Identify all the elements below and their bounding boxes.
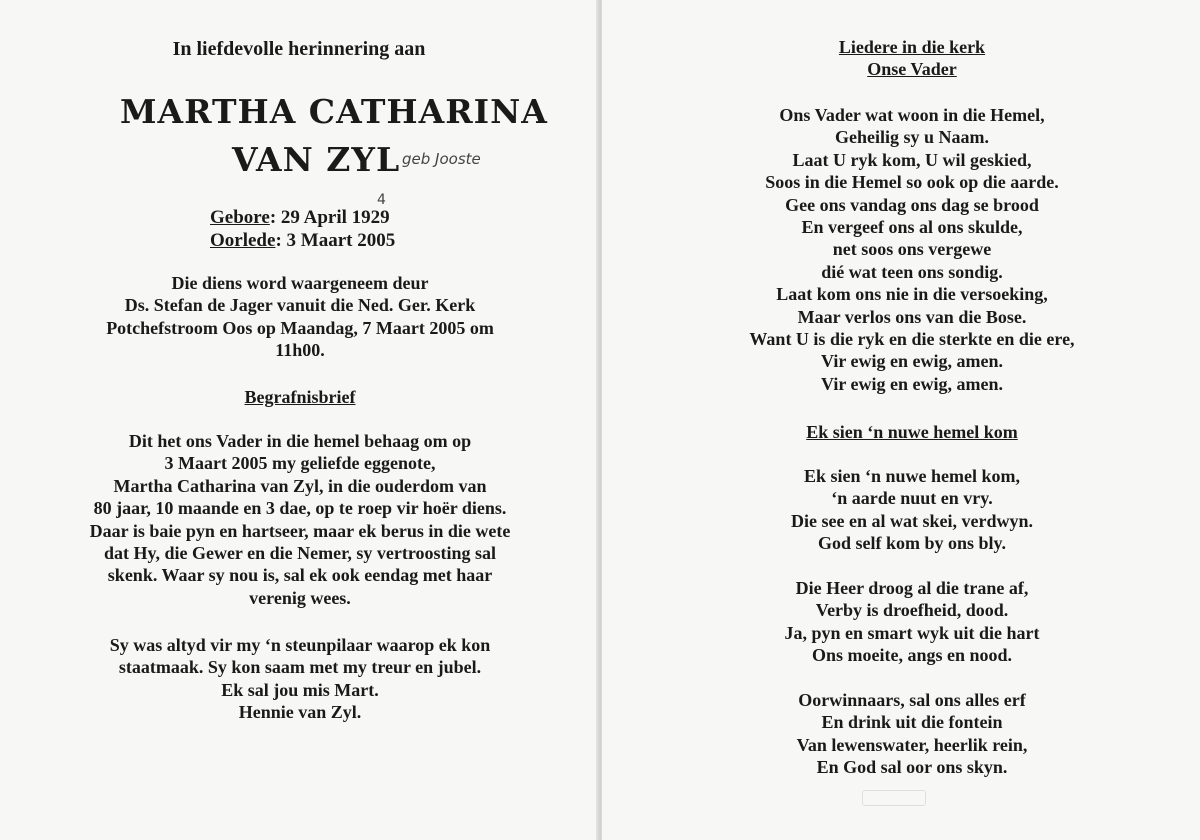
letter-line: 80 jaar, 10 maande en 3 dae, op te roep vir hoër diens. <box>93 498 507 519</box>
letter-heading: Begrafnisbrief <box>244 387 356 407</box>
lyric-line: Verby is droefheid, dood. <box>815 600 1009 621</box>
song2-heading-block <box>652 421 1172 443</box>
born-label: Gebore <box>210 207 270 228</box>
closing-line: Ek sal jou mis Mart. <box>221 679 379 700</box>
died-line <box>210 229 395 252</box>
right-page <box>602 0 1200 840</box>
lyric-line: God self kom by ons bly. <box>817 533 1007 554</box>
letter-line: dat Hy, die Gewer en die Nemer, sy vertroosting sal <box>103 543 497 564</box>
lyric-line: Maar verlos ons van die Bose. <box>797 306 1027 327</box>
lyric-line: dié wat teen ons sondig. <box>821 261 1003 282</box>
lyric-line: Gee ons vandag ons dag se brood <box>785 194 1039 215</box>
intro-line: In liefdevolle herinnering aan <box>172 38 426 60</box>
closing-line: Hennie van Zyl. <box>238 702 362 723</box>
lyric-line: Laat kom ons nie in die versoeking, <box>776 284 1048 305</box>
song1-lyrics <box>652 104 1172 395</box>
letter-line: Martha Catharina van Zyl, in die ouderdom van <box>113 475 487 496</box>
songs-heading-block <box>652 36 1172 81</box>
service-line: Die diens word waargeneem deur <box>171 273 429 293</box>
dates-block <box>210 206 395 252</box>
closing-line: staatmaak. Sy kon saam met my treur en jubel. <box>118 657 482 678</box>
died-label: Oorlede <box>210 230 276 251</box>
lyric-line: ‘n aarde nuut en vry. <box>831 488 993 509</box>
lyric-line: net soos ons vergewe <box>832 239 992 260</box>
service-line: Ds. Stefan de Jager vanuit die Ned. Ger. Kerk <box>124 295 476 316</box>
service-details <box>40 272 560 362</box>
lyric-line: Vir ewig en ewig, amen. <box>821 373 1003 394</box>
handwritten-digit: 4 <box>377 192 386 208</box>
lyric-line: Soos in die Hemel so ook op die aarde. <box>765 172 1059 193</box>
service-line: 11h00. <box>275 340 325 361</box>
born-value: : 29 April 1929 <box>269 207 390 228</box>
lyric-line: Van lewenswater, heerlik rein, <box>796 734 1028 755</box>
lyric-line: Laat U ryk kom, U wil geskied, <box>792 149 1032 170</box>
letter-heading-block <box>40 386 560 408</box>
song1-title: Onse Vader <box>867 59 957 80</box>
letter-line: verenig wees. <box>249 587 351 608</box>
deceased-name-line2: VAN ZYL <box>232 140 401 179</box>
song2-verse2 <box>652 577 1172 667</box>
letter-line: skenk. Waar sy nou is, sal ek ook eendag met haar <box>107 565 493 586</box>
faint-stamp <box>862 790 926 806</box>
lyric-line: En vergeef ons al ons skulde, <box>801 217 1023 238</box>
lyric-line: En God sal oor ons skyn. <box>816 757 1008 778</box>
song2-verse1 <box>652 465 1172 555</box>
left-page <box>0 0 598 840</box>
service-line: Potchefstroom Oos op Maandag, 7 Maart 2005 om <box>106 317 494 338</box>
born-line <box>210 206 395 229</box>
died-value: : 3 Maart 2005 <box>275 230 396 251</box>
funeral-letter <box>40 430 560 609</box>
letter-line: Daar is baie pyn en hartseer, maar ek berus in die wete <box>89 520 511 541</box>
letter-line: Dit het ons Vader in die hemel behaag om op <box>128 431 472 451</box>
lyric-line: Ons Vader wat woon in die Hemel, <box>779 105 1045 125</box>
lyric-line: Oorwinnaars, sal ons alles erf <box>798 690 1026 710</box>
closing-line: Sy was altyd vir my ‘n steunpilaar waarop ek kon <box>109 635 491 655</box>
lyric-line: En drink uit die fontein <box>821 712 1003 733</box>
handwritten-maiden-name: geb Jooste <box>402 150 481 168</box>
lyric-line: Ons moeite, angs en nood. <box>811 645 1013 666</box>
deceased-name-line1: MARTHA CATHARINA <box>120 92 548 131</box>
letter-line: 3 Maart 2005 my geliefde eggenote, <box>164 453 436 474</box>
song2-title: Ek sien ‘n nuwe hemel kom <box>806 422 1018 442</box>
lyric-line: Die see en al wat skei, verdwyn. <box>791 510 1033 531</box>
lyric-line: Vir ewig en ewig, amen. <box>821 351 1003 372</box>
lyric-line: Ek sien ‘n nuwe hemel kom, <box>803 466 1021 486</box>
closing-message <box>40 634 560 724</box>
lyric-line: Ja, pyn en smart wyk uit die hart <box>784 622 1040 643</box>
lyric-line: Want U is die ryk en die sterkte en die ere, <box>749 329 1075 350</box>
lyric-line: Geheilig sy u Naam. <box>834 127 989 148</box>
lyric-line: Die Heer droog al die trane af, <box>795 578 1029 598</box>
song2-verse3 <box>652 689 1172 779</box>
section-title: Liedere in die kerk <box>838 37 986 57</box>
